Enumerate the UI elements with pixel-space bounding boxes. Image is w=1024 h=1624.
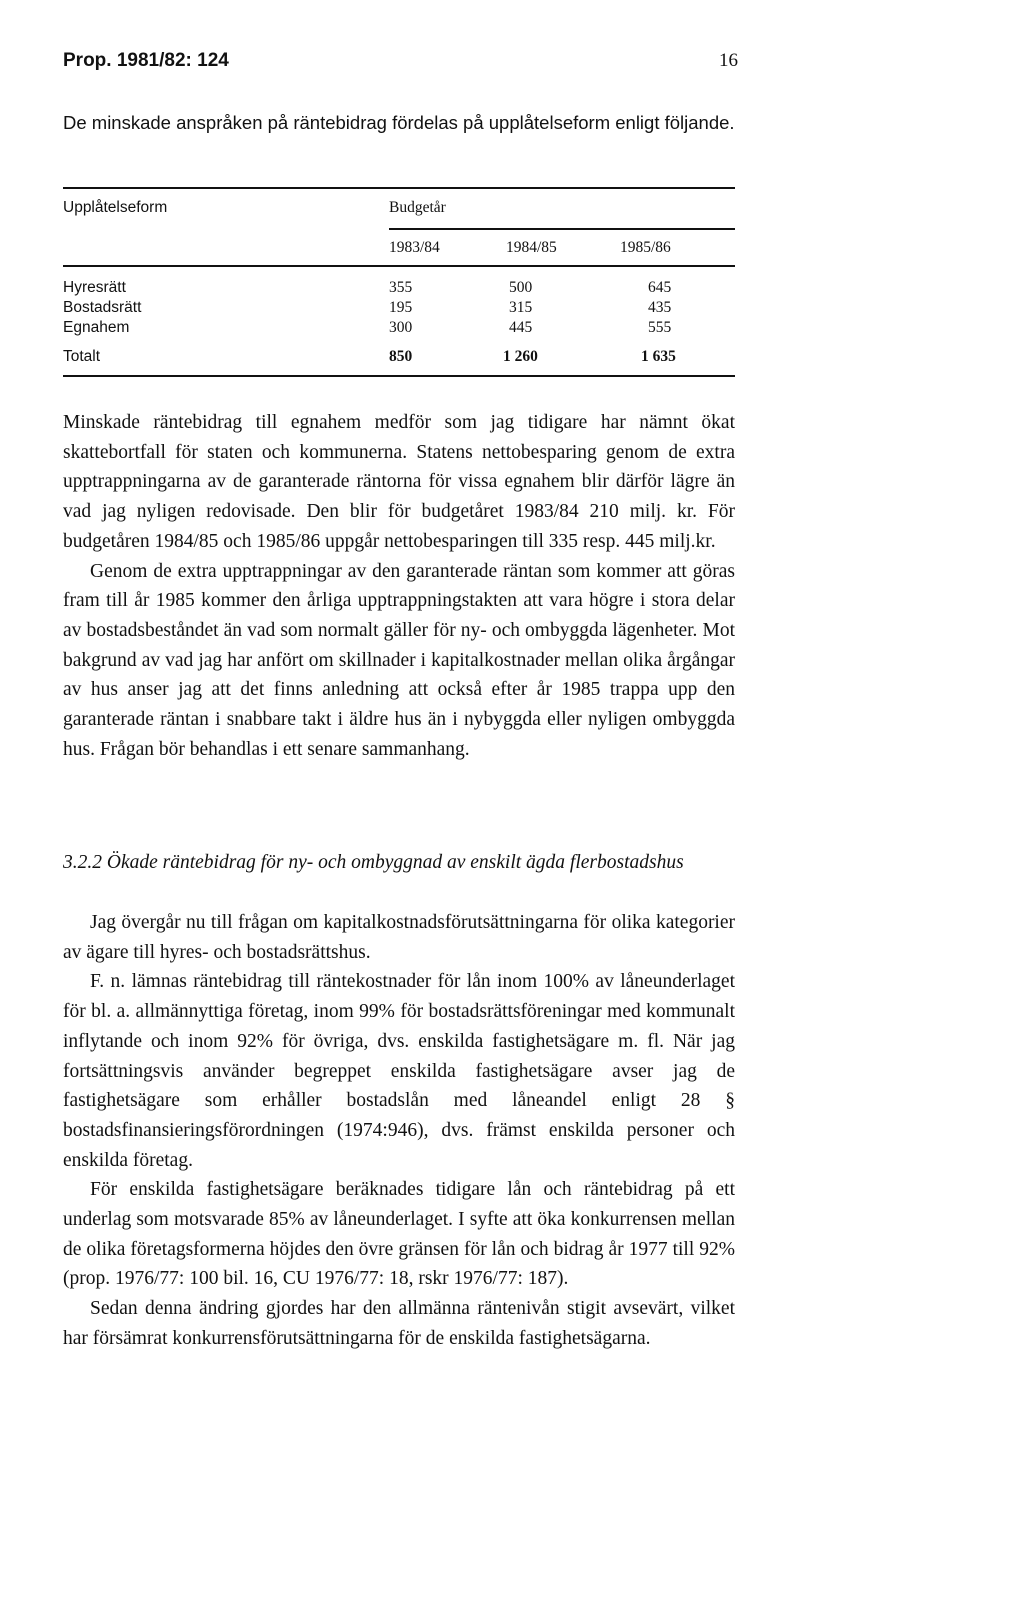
group-header-rule: [389, 228, 735, 230]
paragraph: För enskilda fastighetsägare beräknades tidigare lån och räntebidrag på ett underlag som motsvarade 85% av låneunderlaget. I syfte att öka konkurrensen mellan de olika företagsformerna höjdes den övre gränsen för lån och bidrag år 1977 till 92% (prop. 1976/77: 100 bil. 16, CU 1976/77: 18, rskr 1976/77: 187).: [63, 1179, 735, 1290]
body-text: [63, 408, 735, 764]
table-cell: 445: [509, 319, 533, 336]
section-heading: 3.2.2 Ökade räntebidrag för ny- och ombyggnad av enskilt ägda flerbostadshus: [63, 852, 684, 873]
table-cell: 500: [509, 279, 533, 296]
year-header: 1985/86: [620, 239, 671, 256]
page-number: 16: [719, 50, 738, 71]
body-text-section: [63, 908, 735, 1354]
paragraph: Genom de extra upptrappningar av den garanterade räntan som kommer att göras fram till år 1985 kommer den årliga upptrappningstakten att vara högre i stora delar av bostadsbeståndet än vad som normalt gäller för ny- och ombyggda lägenheter. Mot bakgrund av vad jag har anfört om skillnader i kapitalkostnader mellan olika årgångar av hus anser jag att det finns anledning att också efter år 1985 trappa upp den garanterade räntan i snabbare takt i äldre hus än i nybyggda eller nyligen ombyggda hus. Frågan bör behandlas i ett senare sammanhang.: [63, 560, 735, 760]
year-header: 1983/84: [389, 239, 440, 256]
paragraph: Minskade räntebidrag till egnahem medför som jag tidigare har nämnt ökat skattebortfall för staten och kommunerna. Statens nettobesparing genom de extra upptrappningarna av de garanterade räntorna för vissa egnahem blir därför lägre än vad jag nyligen redovisade. Den blir för budgetåret 1983/84 210 milj. kr. För budgetåren 1984/85 och 1985/86 uppgår nettobesparingen till 335 resp. 445 milj.kr.: [63, 412, 735, 552]
page-header: [63, 50, 738, 80]
row-label: Hyresrätt: [63, 279, 126, 296]
table-cell: 645: [648, 279, 672, 296]
table-cell: 555: [648, 319, 672, 336]
table-cell: 195: [389, 299, 413, 316]
header-bottom-rule: [63, 265, 735, 267]
total-cell: 1 635: [641, 348, 676, 365]
total-label: Totalt: [63, 348, 101, 365]
document-reference: Prop. 1981/82: 124: [63, 50, 229, 71]
table-cell: 435: [648, 299, 672, 316]
total-cell: 1 260: [503, 348, 538, 365]
table-bottom-rule: [63, 375, 735, 377]
total-cell: 850: [389, 348, 413, 365]
row-label: Bostadsrätt: [63, 299, 142, 316]
column-header-upplatelseform: Upplåtelseform: [63, 199, 168, 216]
table-cell: 315: [509, 299, 533, 316]
year-header: 1984/85: [506, 239, 557, 256]
table-cell: 300: [389, 319, 413, 336]
table-top-rule: [63, 187, 735, 189]
column-group-header-budgetar: Budgetår: [389, 199, 446, 216]
paragraph: Sedan denna ändring gjordes har den allmänna räntenivån stigit avsevärt, vilket har försämrat konkurrensförutsättningarna för de enskilda fastighetsägarna.: [63, 1298, 735, 1349]
table-cell: 355: [389, 279, 413, 296]
paragraph: F. n. lämnas räntebidrag till räntekostnader för lån inom 100% av låneunderlaget för bl. a. allmännyttiga företag, inom 99% för bostadsrättsföreningar med kommunalt inflytande och inom 92% för övriga, dvs. enskilda fastighetsägare m. fl. När jag fortsättningsvis använder begreppet enskilda fastighetsägare avser jag de fastighetsägare som erhåller bostadslån med låneandel enligt 28 § bostadsfinansieringsförordningen (1974:946), dvs. främst enskilda personer och enskilda företag.: [63, 971, 735, 1171]
row-label: Egnahem: [63, 319, 130, 336]
intro-text: De minskade anspråken på räntebidrag fördelas på upplåtelseform enligt följande.: [63, 112, 735, 133]
paragraph: Jag övergår nu till frågan om kapitalkostnadsförutsättningarna för olika kategorier av ägare till hyres- och bostadsrättshus.: [63, 912, 735, 963]
